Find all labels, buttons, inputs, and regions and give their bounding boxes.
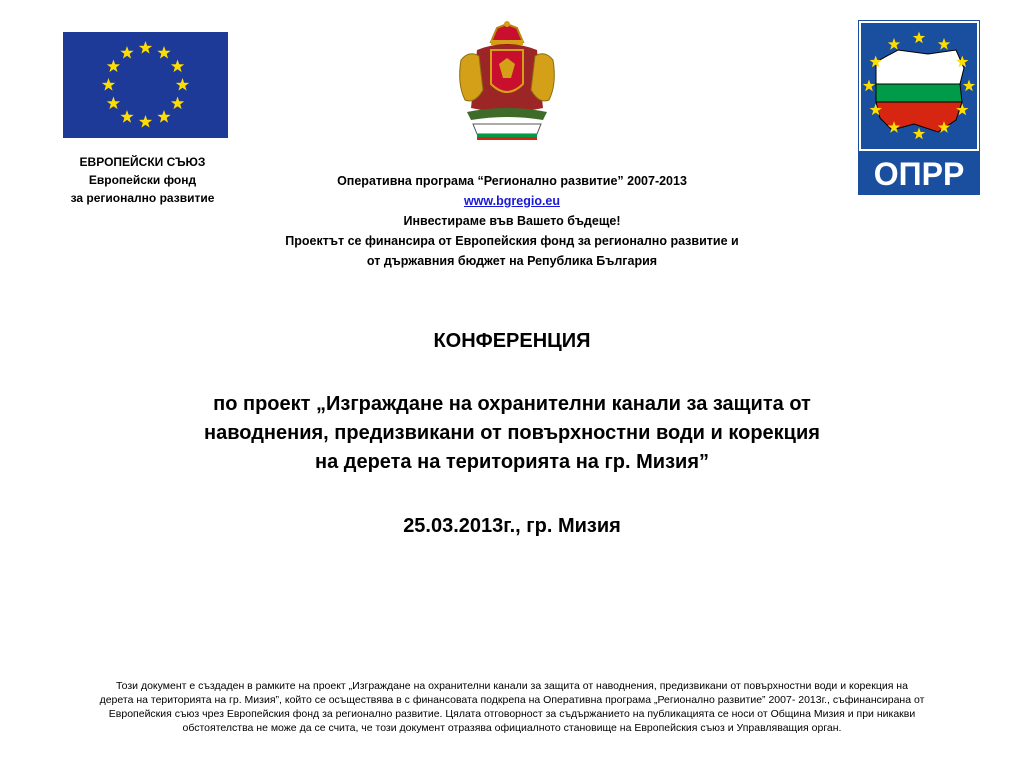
program-link[interactable]: www.bgregio.eu <box>463 194 561 208</box>
program-slogan: Инвестираме във Вашето бъдеще! <box>403 214 621 228</box>
disclaimer-line-2: дерета на територията на гр. Мизия”, който се осъществява в с финансовата подкрепа на Оперативна програма „Регионално развитие” 2007- 2013г., съфинансирана от <box>99 694 925 706</box>
project-name <box>140 390 884 477</box>
bulgaria-coat-of-arms-icon <box>447 20 567 142</box>
program-info <box>230 171 794 271</box>
eu-flag-stars <box>63 32 228 138</box>
disclaimer <box>20 679 1004 735</box>
program-name: Оперативна програма “Регионално развитие” 2007-2013 <box>337 174 687 188</box>
disclaimer-line-4: обстоятелства не може да се счита, че този документ отразява официалното становище на Европейския съюз и Управляващия орган. <box>182 722 842 734</box>
eu-caption-line-1: ЕВРОПЕЙСКИ СЪЮЗ <box>79 155 206 169</box>
eu-caption-line-2: Европейски фонд <box>88 173 197 187</box>
project-line-3: на дерета на територията на гр. Мизия” <box>314 451 709 473</box>
eu-flag-icon <box>63 32 228 138</box>
eu-caption-line-3: за регионално развитие <box>70 191 215 205</box>
disclaimer-line-1: Този документ е създаден в рамките на проект „Изграждане на охранителни канали за защита от наводнения, предизвикани от повърхностни води и корекция на <box>116 680 908 692</box>
conference-title: КОНФЕРЕНЦИЯ <box>433 330 591 352</box>
svg-text:ОПРР: ОПРР <box>873 156 965 192</box>
project-line-2: наводнения, предизвикани от повърхностни води и корекция <box>204 422 820 444</box>
funding-line-1: Проектът се финансира от Европейския фонд за регионално развитие и <box>285 234 739 248</box>
eu-caption <box>40 153 245 207</box>
date-place: 25.03.2013г., гр. Мизия <box>403 515 621 537</box>
project-line-1: по проект „Изграждане на охранителни канали за защита от <box>213 393 811 415</box>
disclaimer-line-3: Европейския съюз чрез Европейския фонд за регионално развитие. Цялата отговорност за съдържанието на публикацията се носи от Община Мизия и при никакви <box>108 708 916 720</box>
oprr-logo-icon <box>858 20 980 195</box>
funding-line-2: от държавния бюджет на Република България <box>366 254 658 268</box>
